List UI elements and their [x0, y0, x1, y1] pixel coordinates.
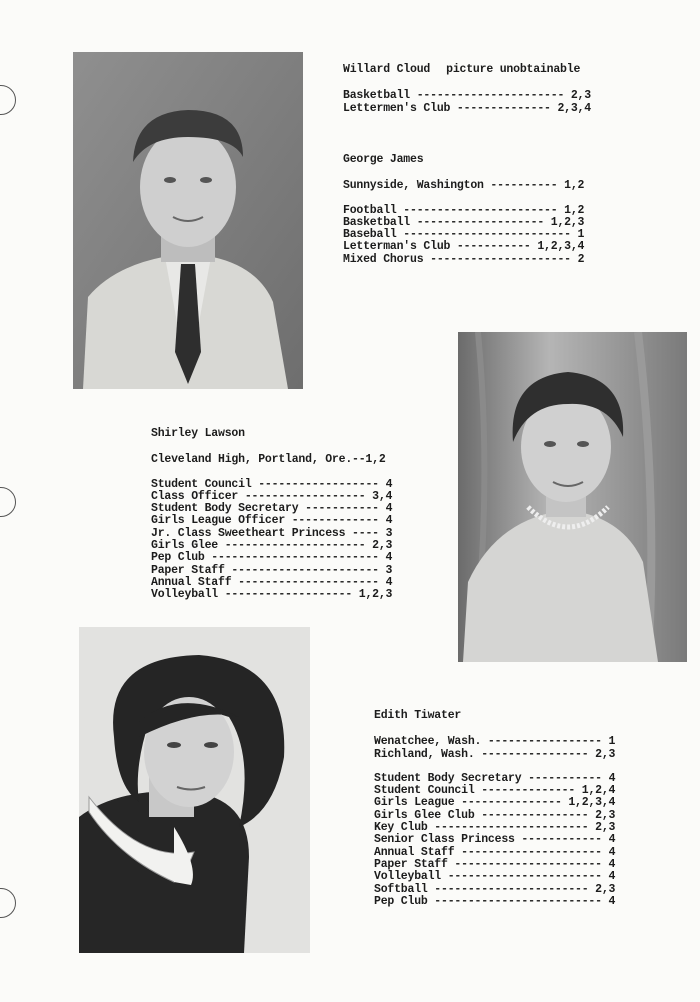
activity-label: Pep Club	[374, 894, 428, 908]
entry-willard-cloud	[343, 64, 591, 115]
activity-years: 2,3	[372, 539, 393, 553]
activity-years: 2,3	[595, 747, 616, 761]
activity-label: Lettermen's Club	[343, 101, 451, 115]
leader-dashes: -------------------	[410, 215, 551, 229]
leader-dashes: ---------------------	[218, 539, 373, 553]
activity-years: 4	[385, 551, 393, 565]
activity-years: 1,2	[564, 203, 585, 217]
leader-dashes: -------------------------	[396, 228, 578, 242]
activity-label: Girls Glee	[151, 539, 219, 553]
activity-row	[343, 254, 584, 266]
activity-years: 1,2,3,4	[568, 796, 616, 810]
activity-label: Student Council	[151, 477, 252, 491]
activity-years: 4	[385, 477, 393, 491]
activity-label: Key Club	[374, 821, 428, 835]
leader-dashes: ------------------	[238, 489, 373, 503]
activity-label: Mixed Chorus	[343, 252, 424, 266]
activity-years: 4	[608, 870, 616, 884]
leader-dashes: ----------------------	[447, 857, 609, 871]
activity-list	[343, 205, 584, 266]
leader-dashes: -------------------------	[427, 894, 609, 908]
picture-note: picture unobtainable	[446, 63, 581, 76]
activity-years: 1,2	[564, 179, 585, 193]
activity-label: Girls Glee Club	[374, 808, 475, 822]
school-line: Cleveland High, Portland, Ore.--1,2	[151, 453, 386, 467]
binder-hole	[0, 85, 16, 115]
activity-years: 2,3,4	[557, 101, 591, 115]
activity-label: Letterman's Club	[343, 240, 451, 254]
activity-years: 4	[385, 575, 393, 589]
activity-years: 2,3	[595, 882, 616, 896]
activity-years: 1	[608, 735, 616, 749]
leader-dashes: -----------	[521, 771, 609, 785]
leader-dashes: -------------------	[218, 588, 359, 602]
activity-label: Class Officer	[151, 489, 239, 503]
entry-shirley-lawson	[151, 428, 392, 602]
leader-dashes: ----------------	[474, 747, 596, 761]
leader-dashes: -----------------------	[427, 821, 596, 835]
activity-years: 1,2,3	[550, 215, 585, 229]
activity-list	[343, 90, 591, 115]
leader-dashes: ------------------	[251, 477, 386, 491]
leader-dashes: -----------	[298, 502, 386, 516]
activity-label: Basketball	[343, 89, 411, 103]
leader-dashes: ---------------------	[231, 575, 386, 589]
activity-years: 2,3	[595, 821, 616, 835]
activity-years: 1,2,3,4	[537, 240, 585, 254]
activity-years: 4	[608, 833, 616, 847]
leader-dashes: ----------------------	[224, 563, 386, 577]
student-name: Willard Cloud	[343, 63, 431, 76]
activity-years: 1,2,3	[358, 588, 393, 602]
activity-label: Sunnyside, Washington	[343, 179, 484, 193]
leader-dashes: ----	[345, 526, 386, 540]
leader-dashes: -------------------------	[204, 551, 386, 565]
activity-label: Richland, Wash.	[374, 747, 475, 761]
activity-label: Annual Staff	[374, 845, 455, 859]
activity-years: 3	[385, 563, 393, 577]
activity-label: Student Body Secretary	[374, 771, 522, 785]
binder-hole	[0, 888, 16, 918]
leader-dashes: ------------	[514, 833, 609, 847]
activity-label: Student Body Secretary	[151, 502, 299, 516]
activity-row	[374, 749, 615, 761]
leader-dashes: ---------------------	[423, 252, 578, 266]
activity-years: 2	[577, 252, 585, 266]
activity-label: Football	[343, 203, 397, 217]
activity-years: 4	[608, 894, 616, 908]
activity-years: 4	[385, 502, 393, 516]
student-name: George James	[343, 153, 424, 166]
binder-hole	[0, 487, 16, 517]
portrait-photo-george	[73, 52, 303, 389]
leader-dashes: ----------------	[474, 808, 596, 822]
activity-years: 1,2,4	[581, 784, 616, 798]
activity-label: Baseball	[343, 228, 397, 242]
activity-label: Senior Class Princess	[374, 833, 515, 847]
leader-dashes: ---------------------	[454, 845, 609, 859]
activity-label: Annual Staff	[151, 575, 232, 589]
leader-dashes: -----------------------	[427, 882, 596, 896]
activity-years: 1	[577, 228, 585, 242]
activity-years: 3,4	[372, 489, 393, 503]
leader-dashes: -----------------------	[396, 203, 565, 217]
leader-dashes: -------------	[285, 514, 386, 528]
activity-list	[374, 773, 615, 908]
leader-dashes: ---------------	[454, 796, 569, 810]
activity-label: Softball	[374, 882, 428, 896]
activity-label: Student Council	[374, 784, 475, 798]
portrait-photo-shirley	[458, 332, 687, 662]
activity-row	[374, 896, 615, 908]
activity-label: Volleyball	[151, 588, 219, 602]
portrait-photo-edith	[79, 627, 310, 953]
activity-years: 4	[385, 514, 393, 528]
activity-years: 2,3	[570, 89, 591, 103]
leader-dashes: --------------	[474, 784, 582, 798]
activity-label: Wenatchee, Wash.	[374, 735, 482, 749]
activity-label: Volleyball	[374, 870, 442, 884]
activity-list	[151, 479, 392, 602]
activity-label: Girls League	[374, 796, 455, 810]
leader-dashes: -----------	[450, 240, 538, 254]
leader-dashes: -----------------------	[441, 870, 609, 884]
student-name: Edith Tiwater	[374, 709, 462, 722]
leader-dashes: ----------------------	[410, 89, 571, 103]
activity-years: 4	[608, 845, 616, 859]
activity-years: 4	[608, 857, 616, 871]
activity-label: Girls League Officer	[151, 514, 286, 528]
activity-years: 4	[608, 771, 616, 785]
school-list	[374, 736, 615, 761]
activity-label: Jr. Class Sweetheart Princess	[151, 526, 346, 540]
leader-dashes: ----------	[483, 179, 565, 193]
activity-row	[343, 103, 591, 115]
activity-row	[343, 180, 584, 192]
entry-edith-tiwater	[374, 710, 615, 908]
leader-dashes: -----------------	[481, 735, 609, 749]
activity-label: Paper Staff	[374, 857, 448, 871]
activity-label: Paper Staff	[151, 563, 225, 577]
student-name: Shirley Lawson	[151, 427, 245, 440]
activity-years: 2,3	[595, 808, 616, 822]
leader-dashes: --------------	[450, 101, 558, 115]
entry-george-james	[343, 154, 584, 266]
school-list	[343, 180, 584, 192]
activity-years: 3	[385, 526, 393, 540]
activity-label: Basketball	[343, 215, 411, 229]
activity-label: Pep Club	[151, 551, 205, 565]
activity-row	[151, 589, 392, 601]
